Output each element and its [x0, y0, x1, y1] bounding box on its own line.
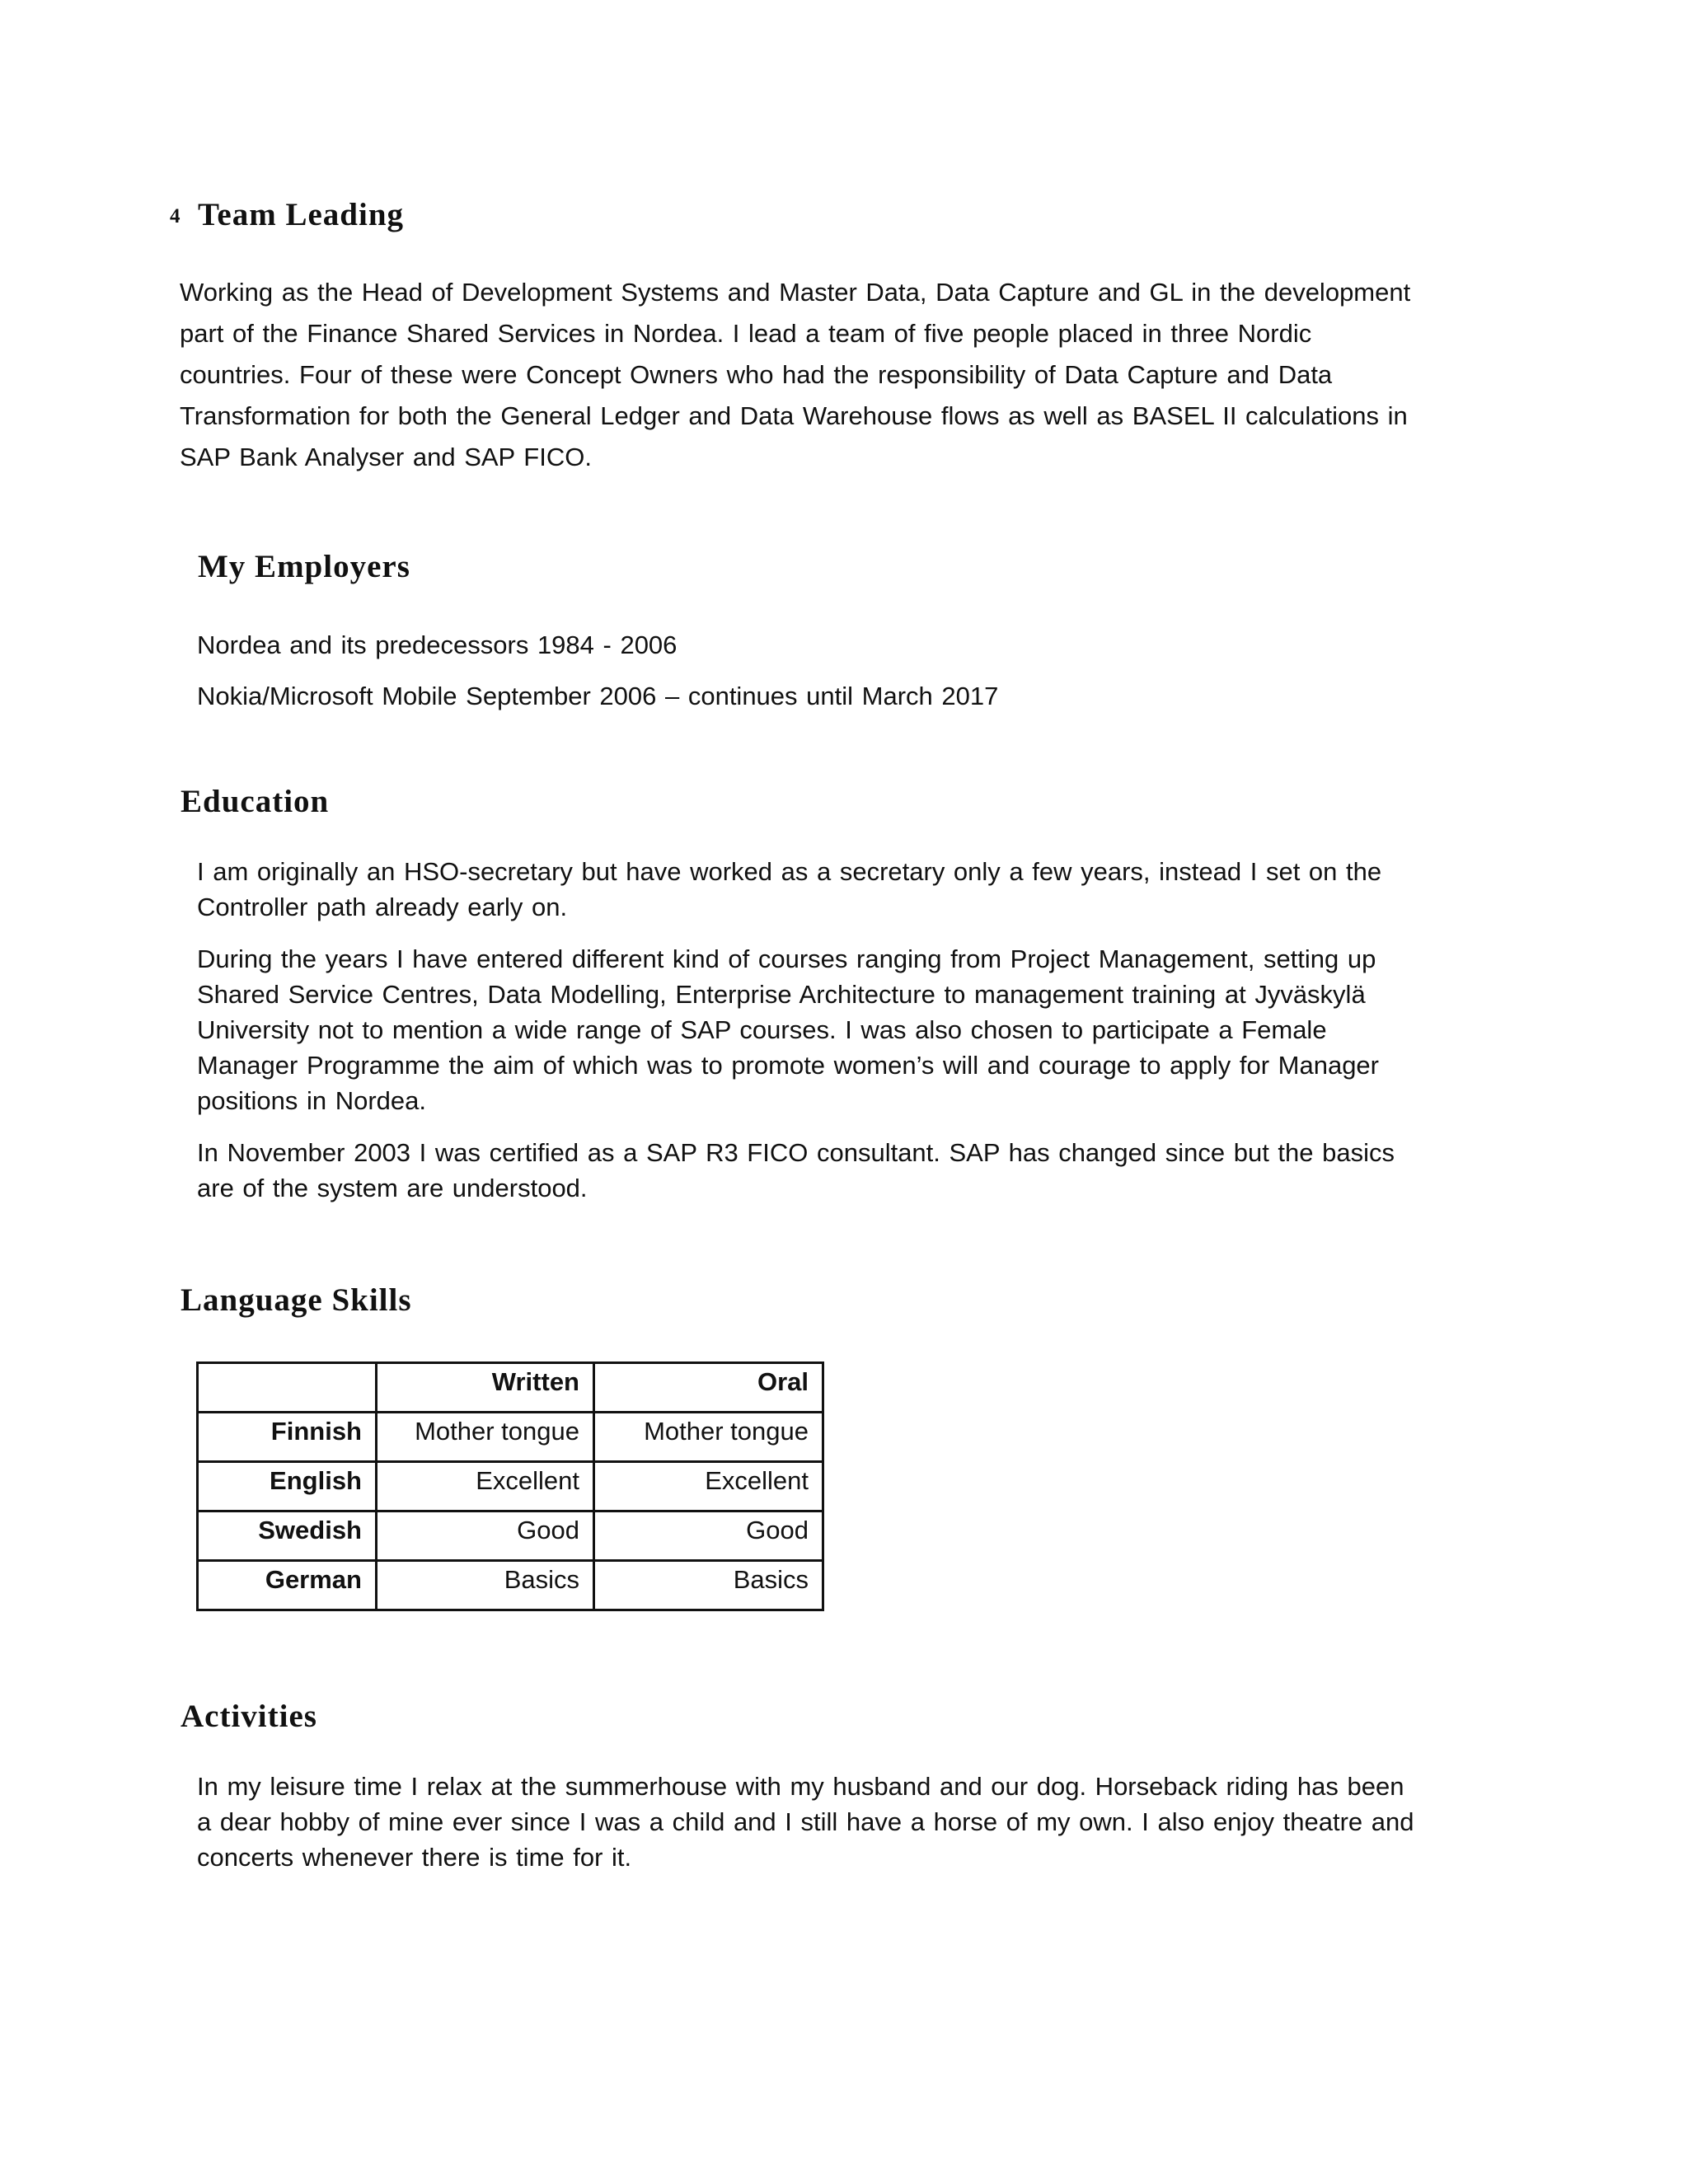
education-paragraph-1	[197, 854, 1381, 925]
table-header-cell: Oral	[594, 1363, 823, 1413]
education-paragraph-3	[197, 1135, 1395, 1206]
text-line: In my leisure time I relax at the summerhouse with my husband and our dog. Horseback riding has been	[197, 1772, 1404, 1801]
text-line: are of the system are understood.	[197, 1174, 588, 1202]
text-line: positions in Nordea.	[197, 1086, 426, 1115]
text-line: Transformation for both the General Ledger and Data Warehouse flows as well as BASEL II calculations in	[180, 401, 1408, 430]
education-paragraph-2	[197, 941, 1379, 1118]
section-title: My Employers	[198, 549, 410, 584]
oral-level: Excellent	[594, 1462, 823, 1511]
text-line: I am originally an HSO-secretary but have worked as a secretary only a few years, instead I set on the	[197, 857, 1382, 886]
table-row	[198, 1413, 823, 1462]
text-line: Manager Programme the aim of which was to promote women’s will and courage to apply for Manager	[197, 1051, 1379, 1080]
written-level: Mother tongue	[377, 1413, 594, 1462]
section-heading-language-skills	[181, 1282, 412, 1319]
text-line: Working as the Head of Development Systems and Master Data, Data Capture and GL in the development	[180, 278, 1411, 307]
employer-item: Nordea and its predecessors 1984 - 2006	[197, 630, 678, 659]
text-line: In November 2003 I was certified as a SAP R3 FICO consultant. SAP has changed since but the basics	[197, 1138, 1395, 1167]
written-level: Excellent	[377, 1462, 594, 1511]
activities-paragraph	[197, 1769, 1414, 1875]
section-title: Activities	[181, 1699, 317, 1734]
oral-level: Mother tongue	[594, 1413, 823, 1462]
table-row	[198, 1462, 823, 1511]
text-line: a dear hobby of mine ever since I was a child and I still have a horse of my own. I also enjoy theatre and	[197, 1807, 1414, 1836]
employers-list	[197, 620, 998, 722]
section-heading-activities	[181, 1698, 317, 1735]
text-line: SAP Bank Analyser and SAP FICO.	[180, 443, 592, 471]
text-line: University not to mention a wide range of SAP courses. I was also chosen to participate a Female	[197, 1015, 1327, 1044]
section-heading-education	[181, 783, 329, 820]
language-skills-table	[196, 1361, 824, 1611]
text-line: Shared Service Centres, Data Modelling, Enterprise Architecture to management training at Jyväskylä	[197, 980, 1366, 1009]
text-line: During the years I have entered different kind of courses ranging from Project Management, setting up	[197, 944, 1376, 973]
section-title: Language Skills	[181, 1282, 412, 1318]
language-name: German	[198, 1561, 377, 1610]
written-level: Good	[377, 1511, 594, 1561]
text-line: concerts whenever there is time for it.	[197, 1843, 632, 1872]
table-row	[198, 1561, 823, 1610]
team-leading-paragraph	[180, 272, 1410, 478]
text-line: Controller path already early on.	[197, 893, 568, 921]
oral-level: Basics	[594, 1561, 823, 1610]
employer-item: Nokia/Microsoft Mobile September 2006 – continues until March 2017	[197, 682, 999, 710]
section-title: Team Leading	[198, 197, 405, 232]
language-name: Swedish	[198, 1511, 377, 1561]
table-header-row	[198, 1363, 823, 1413]
text-line: countries. Four of these were Concept Owners who had the responsibility of Data Capture and Data	[180, 360, 1333, 389]
section-title: Education	[181, 784, 330, 819]
section-heading-team-leading	[170, 196, 405, 233]
language-name: Finnish	[198, 1413, 377, 1462]
written-level: Basics	[377, 1561, 594, 1610]
text-line: part of the Finance Shared Services in Nordea. I lead a team of five people placed in three Nordic	[180, 319, 1312, 348]
table-header-cell: Written	[377, 1363, 594, 1413]
table-row	[198, 1511, 823, 1561]
oral-level: Good	[594, 1511, 823, 1561]
section-number: 4	[170, 205, 181, 227]
section-heading-employers	[198, 548, 410, 585]
table-header-cell	[198, 1363, 377, 1413]
language-name: English	[198, 1462, 377, 1511]
